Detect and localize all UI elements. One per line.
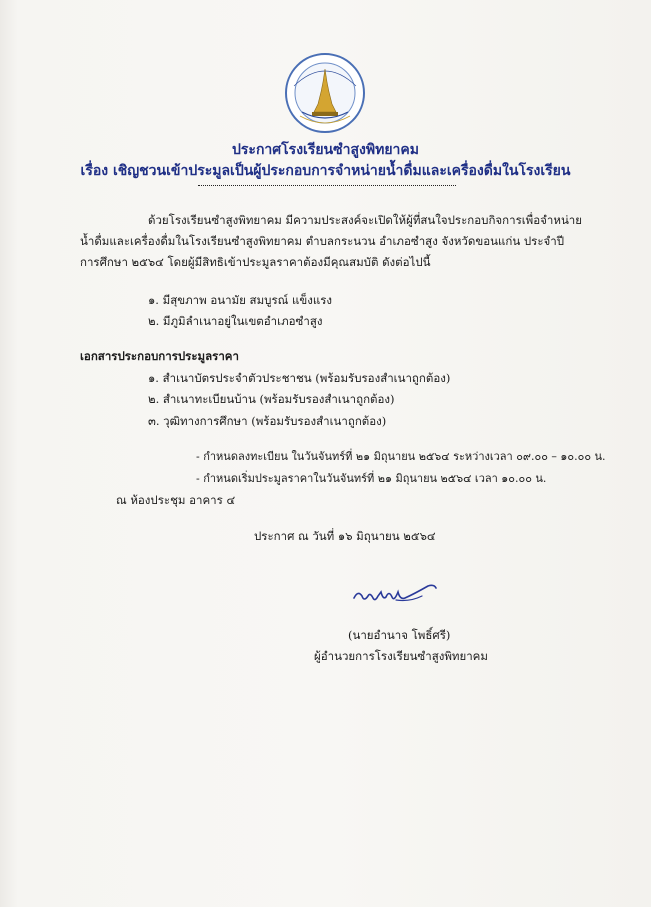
schedule-bidding: - กำหนดเริ่มประมูลราคาในวันจันทร์ที่ ๒๑ มิถุนายน ๒๕๖๔ เวลา ๑๐.๐๐ น. bbox=[196, 472, 547, 485]
intro-line-2: น้ำดื่มและเครื่องดื่มในโรงเรียนซำสูงพิทยาคม ตำบลกระนวน อำเภอซำสูง จังหวัดขอนแก่น ประจำปี bbox=[80, 234, 564, 248]
announcement-subject: เรื่อง เชิญชวนเข้าประมูลเป็นผู้ประกอบการจำหน่ายน้ำดื่มและเครื่องดื่มในโรงเรียน bbox=[80, 163, 571, 179]
document-item: ๑. สำเนาบัตรประจำตัวประชาชน (พร้อมรับรองสำเนาถูกต้อง) bbox=[148, 371, 451, 385]
intro-line-3: การศึกษา ๒๕๖๔ โดยผู้มีสิทธิเข้าประมูลราคาต้องมีคุณสมบัติ ดังต่อไปนี้ bbox=[80, 255, 431, 269]
announcement-date: ประกาศ ณ วันที่ ๑๖ มิถุนายน ๒๕๖๔ bbox=[254, 529, 436, 543]
documents-heading: เอกสารประกอบการประมูลราคา bbox=[80, 349, 239, 363]
signature-handwritten bbox=[350, 580, 440, 610]
intro-line-1: ด้วยโรงเรียนซำสูงพิทยาคม มีความประสงค์จะเปิดให้ผู้ที่สนใจประกอบกิจการเพื่อจำหน่าย bbox=[148, 213, 583, 227]
signer-position: ผู้อำนวยการโรงเรียนซำสูงพิทยาคม bbox=[314, 649, 488, 663]
announcement-title: ประกาศโรงเรียนซำสูงพิทยาคม bbox=[232, 142, 419, 158]
schedule-registration: - กำหนดลงทะเบียน ในวันจันทร์ที่ ๒๑ มิถุนายน ๒๕๖๔ ระหว่างเวลา ๐๙.๐๐ – ๑๐.๐๐ น. bbox=[196, 450, 606, 463]
qualification-item: ๒. มีภูมิลำเนาอยู่ในเขตอำเภอซำสูง bbox=[148, 314, 323, 328]
qualification-item: ๑. มีสุขภาพ อนามัย สมบูรณ์ แข็งแรง bbox=[148, 293, 333, 307]
signer-name: (นายอำนาจ โพธิ์ศรี) bbox=[348, 628, 451, 642]
school-logo-seal bbox=[284, 52, 366, 134]
location-text: ณ ห้องประชุม อาคาร ๔ bbox=[116, 493, 236, 507]
document-item: ๓. วุฒิทางการศึกษา (พร้อมรับรองสำเนาถูกต้อง) bbox=[148, 414, 387, 428]
document-item: ๒. สำเนาทะเบียนบ้าน (พร้อมรับรองสำเนาถูกต้อง) bbox=[148, 392, 395, 406]
dotted-divider bbox=[198, 181, 456, 186]
